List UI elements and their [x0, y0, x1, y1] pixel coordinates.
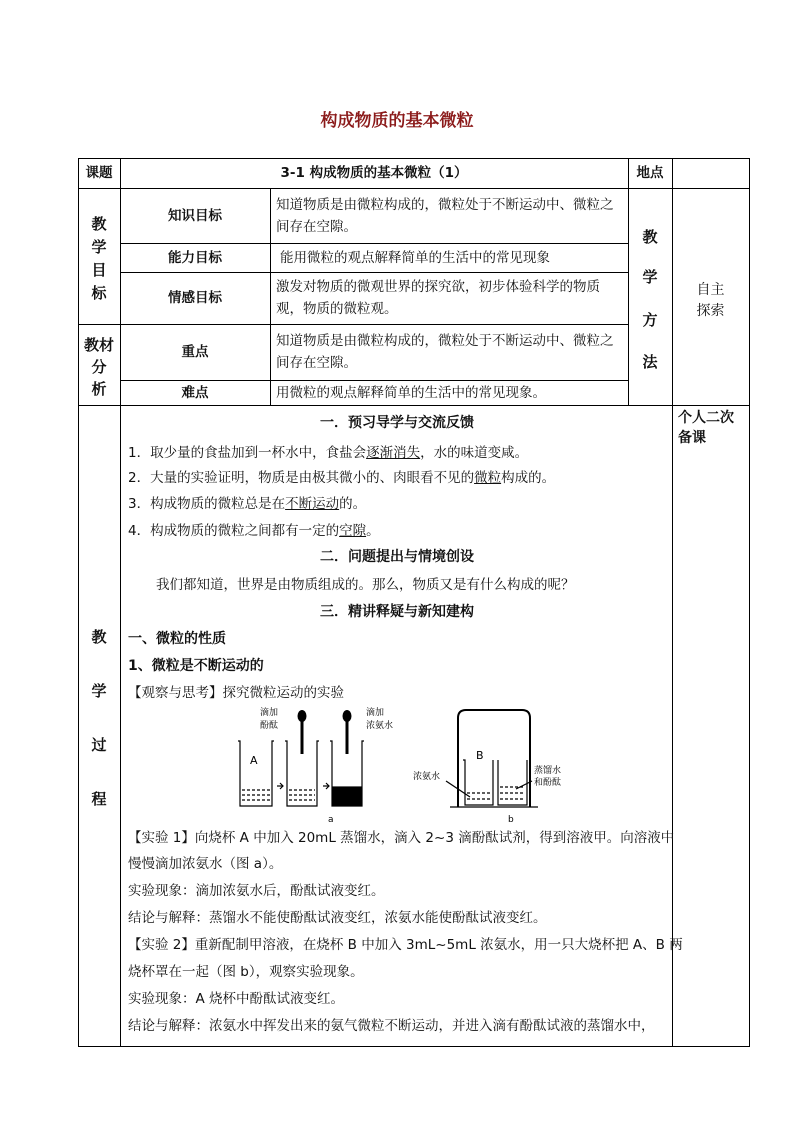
emotion-goal-text: 激发对物质的微观世界的探究欲，初步体验科学的物质观，物质的微粒观。 — [276, 279, 600, 317]
experiment-figure — [220, 704, 690, 828]
fig-a-drop-label: 浓氨水 — [366, 721, 394, 731]
preview-item-2 — [128, 466, 555, 486]
method-label-char: 学 — [642, 268, 658, 286]
document-title: 构成物质的基本微粒 — [320, 111, 474, 131]
analysis-label-char: 分 — [91, 358, 107, 376]
row-divider — [78, 405, 750, 406]
experiment-2-line1: 【实验 2】重新配制甲溶液，在烧杯 B 中加入 3mL~5mL 浓氨水，用一只大烧杯把 A、B 两 — [128, 937, 683, 953]
answer-blank: 空隙 — [339, 523, 367, 539]
text-span: 构成的。 — [501, 470, 556, 486]
text-span: 的。 — [339, 496, 367, 512]
analysis-label-char: 析 — [91, 380, 107, 398]
experiment-1-line1: 【实验 1】向烧杯 A 中加入 20mL 蒸馏水，滴入 2~3 滴酚酞试剂，得到溶液甲。向溶液中 — [128, 830, 675, 846]
experiment-1-conclusion: 结论与解释：蒸馏水不能使酚酞试液变红，浓氨水能使酚酞试液变红。 — [128, 910, 547, 926]
header-topic: 3-1 构成物质的基本微粒（1） — [280, 165, 468, 181]
experiment-2-conclusion: 结论与解释：浓氨水中挥发出来的氨气微粒不断运动，并进入滴有酚酞试液的蒸馏水中， — [128, 1018, 655, 1034]
key-point-label: 重点 — [181, 344, 209, 360]
method-label-char: 方 — [642, 311, 658, 329]
difficult-point-label: 难点 — [181, 384, 209, 401]
goals-label-char: 学 — [91, 238, 107, 256]
fig-b-right-label: 蒸馏水 — [534, 766, 562, 776]
intro-paragraph: 我们都知道，世界是由物质组成的。那么，物质又是有什么构成的呢？ — [156, 577, 575, 593]
knowledge-goal-label: 知识目标 — [168, 207, 222, 224]
answer-blank: 逐渐消失 — [366, 445, 421, 461]
emotion-goal-label: 情感目标 — [168, 290, 222, 306]
experiment-2-observation: 实验现象：A 烧杯中酚酞试液变红。 — [128, 991, 345, 1007]
answer-blank: 微粒 — [474, 470, 502, 486]
goals-label-char: 目 — [91, 261, 107, 279]
section-heading-preview: 一．预习导学与交流反馈 — [320, 415, 474, 431]
ability-goal-label: 能力目标 — [168, 249, 222, 266]
knowledge-goal-text: 知道物质是由微粒构成的，微粒处于不断运动中、微粒之间存在空隙。 — [276, 197, 614, 235]
ability-goal-text: 能用微粒的观点解释简单的生活中的常见现象 — [280, 250, 550, 266]
analysis-label-char: 教材 — [83, 336, 114, 354]
subheading-particle-motion: 1、微粒是不断运动的 — [128, 658, 264, 674]
experiment-2-line2: 烧杯罩在一起（图 b），观察实验现象。 — [128, 964, 364, 980]
preview-item-4 — [128, 519, 380, 539]
fig-b-caption: b — [508, 815, 514, 825]
method-value-line: 自主 — [696, 282, 725, 298]
text-span: 3．构成物质的微粒总是在 — [128, 496, 286, 512]
method-label-char: 教 — [642, 228, 658, 246]
preview-item-3 — [128, 492, 366, 512]
fig-b-right-label: 和酚酞 — [534, 778, 562, 788]
col-divider — [270, 188, 271, 405]
figure-b — [446, 710, 538, 807]
method-value-line: 探索 — [696, 303, 725, 319]
experiment-1-observation: 实验现象：滴加浓氨水后，酚酞试液变红。 — [128, 883, 385, 899]
subheading-particle-properties: 一、微粒的性质 — [128, 631, 226, 647]
process-label-char: 程 — [91, 790, 107, 808]
fig-a-beaker-label: A — [250, 754, 258, 767]
observe-think: 【观察与思考】探究微粒运动的实验 — [128, 685, 344, 701]
table-border-right — [749, 158, 750, 1047]
header-location-label: 地点 — [636, 165, 664, 181]
section-heading-explain: 三．精讲释疑与新知建构 — [320, 604, 474, 620]
text-span: 2．大量的实验证明，物质是由极其微小的、肉眼看不见的 — [128, 470, 475, 486]
text-span: 。 — [366, 523, 380, 539]
process-label-char: 学 — [91, 682, 107, 700]
fig-a-drop-label: 滴加 — [366, 708, 385, 718]
section-heading-problem: 二．问题提出与情境创设 — [320, 549, 474, 565]
fig-a-caption: a — [328, 815, 334, 825]
difficult-point-text: 用微粒的观点解释简单的生活中的常见现象。 — [276, 385, 546, 401]
personal-notes-label: 个人二次备课 — [678, 410, 734, 446]
table-border-bottom — [78, 1046, 750, 1047]
experiment-1-line2: 慢慢滴加浓氨水（图 a）。 — [128, 856, 283, 872]
preview-item-1 — [128, 441, 528, 461]
goals-label-char: 教 — [91, 215, 107, 233]
fig-b-beaker-label: B — [476, 749, 484, 762]
fig-a-drop-label: 滴加 — [260, 708, 279, 718]
key-point-text: 知道物质是由微粒构成的，微粒处于不断运动中、微粒之间存在空隙。 — [276, 333, 614, 371]
process-label-char: 过 — [91, 736, 107, 754]
method-label-char: 法 — [642, 353, 658, 371]
text-span: 4．构成物质的微粒之间都有一定的 — [128, 523, 340, 539]
fig-a-drop-label: 酚酞 — [260, 721, 279, 731]
process-label-char: 教 — [91, 628, 107, 646]
header-topic-label: 课题 — [85, 165, 113, 181]
goals-label-char: 标 — [91, 284, 107, 302]
text-span: 1．取少量的食盐加到一杯水中，食盐会 — [128, 445, 367, 461]
answer-blank: 不断运动 — [285, 496, 340, 512]
text-span: ，水的味道变咸。 — [420, 445, 529, 461]
fig-b-left-label: 浓氨水 — [413, 772, 441, 782]
